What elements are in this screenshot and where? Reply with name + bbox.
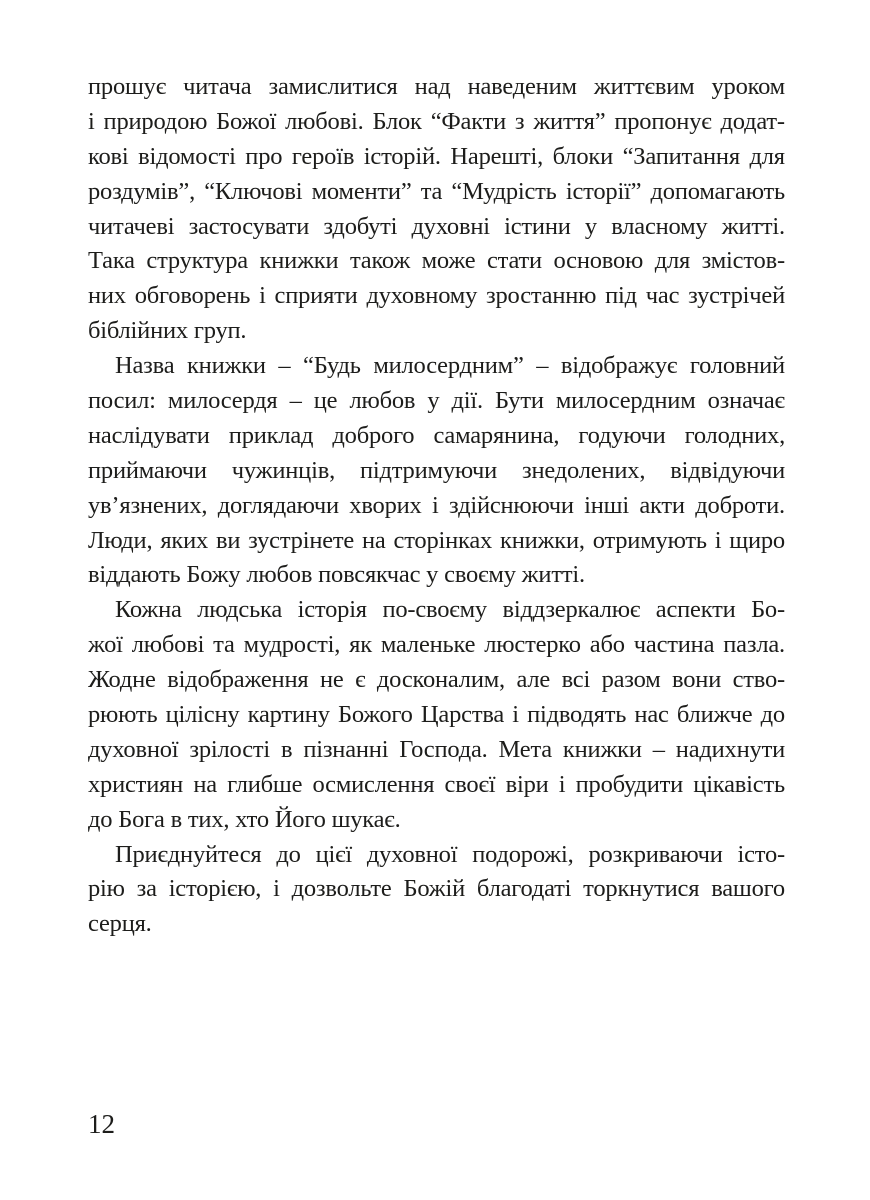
text-line: духовної зрілості в пізнанні Господа. Мета книжки – надихнути: [88, 735, 785, 763]
text-line: них обговорень і сприяти духовному зростанню під час зустрічей: [88, 282, 785, 310]
text-line: роздумів”, “Ключові моменти” та “Мудрість історії” допомагають: [88, 177, 785, 205]
text-line: рію за історією, і дозвольте Божій благодаті торкнутися вашого: [88, 875, 785, 903]
text-line: прошує читача замислитися над наведеним життєвим уроком: [88, 73, 785, 100]
text-line: Кожна людська історія по-своєму віддзеркалює аспекти Бо-: [115, 596, 785, 624]
text-line: читачеві застосувати здобуті духовні істини у власному житті.: [88, 212, 785, 240]
text-line: віддають Божу любов повсякчас у своєму житті.: [88, 561, 585, 589]
text-line: серця.: [88, 910, 152, 938]
text-line: Назва книжки – “Будь милосердним” – відображує головний: [115, 352, 785, 380]
page-number: 12: [88, 1109, 115, 1139]
text-line: наслідувати приклад доброго самарянина, годуючи голодних,: [88, 421, 785, 449]
text-line: жої любові та мудрості, як маленьке люстерко або частина пазла.: [88, 631, 785, 659]
text-line: Така структура книжки також може стати основою для змістов-: [88, 247, 785, 275]
text-line: приймаючи чужинців, підтримуючи знедолених, відвідуючи: [88, 456, 785, 484]
text-line: Приєднуйтеся до цієї духовної подорожі, розкриваючи істо-: [115, 840, 785, 868]
text-line: Люди, яких ви зустрінете на сторінках книжки, отримують і щиро: [88, 526, 785, 554]
text-line: ув’язнених, доглядаючи хворих і здійснюючи інші акти доброти.: [88, 491, 785, 519]
text-line: посил: милосердя – це любов у дії. Бути милосердним означає: [88, 387, 785, 415]
text-line: Жодне відображення не є досконалим, але всі разом вони ство-: [88, 666, 785, 694]
text-line: і природою Божої любові. Блок “Факти з життя” пропонує додат-: [88, 107, 785, 135]
text-line: до Бога в тих, хто Його шукає.: [88, 805, 401, 833]
text-line: християн на глибше осмислення своєї віри і пробудити цікавість: [88, 770, 785, 798]
text-line: біблійних груп.: [88, 317, 247, 345]
text-line: кові відомості про героїв історій. Нарешті, блоки “Запитання для: [88, 142, 785, 170]
text-line: рюють цілісну картину Божого Царства і підводять нас ближче до: [88, 701, 785, 729]
page-text: [88, 70, 785, 942]
